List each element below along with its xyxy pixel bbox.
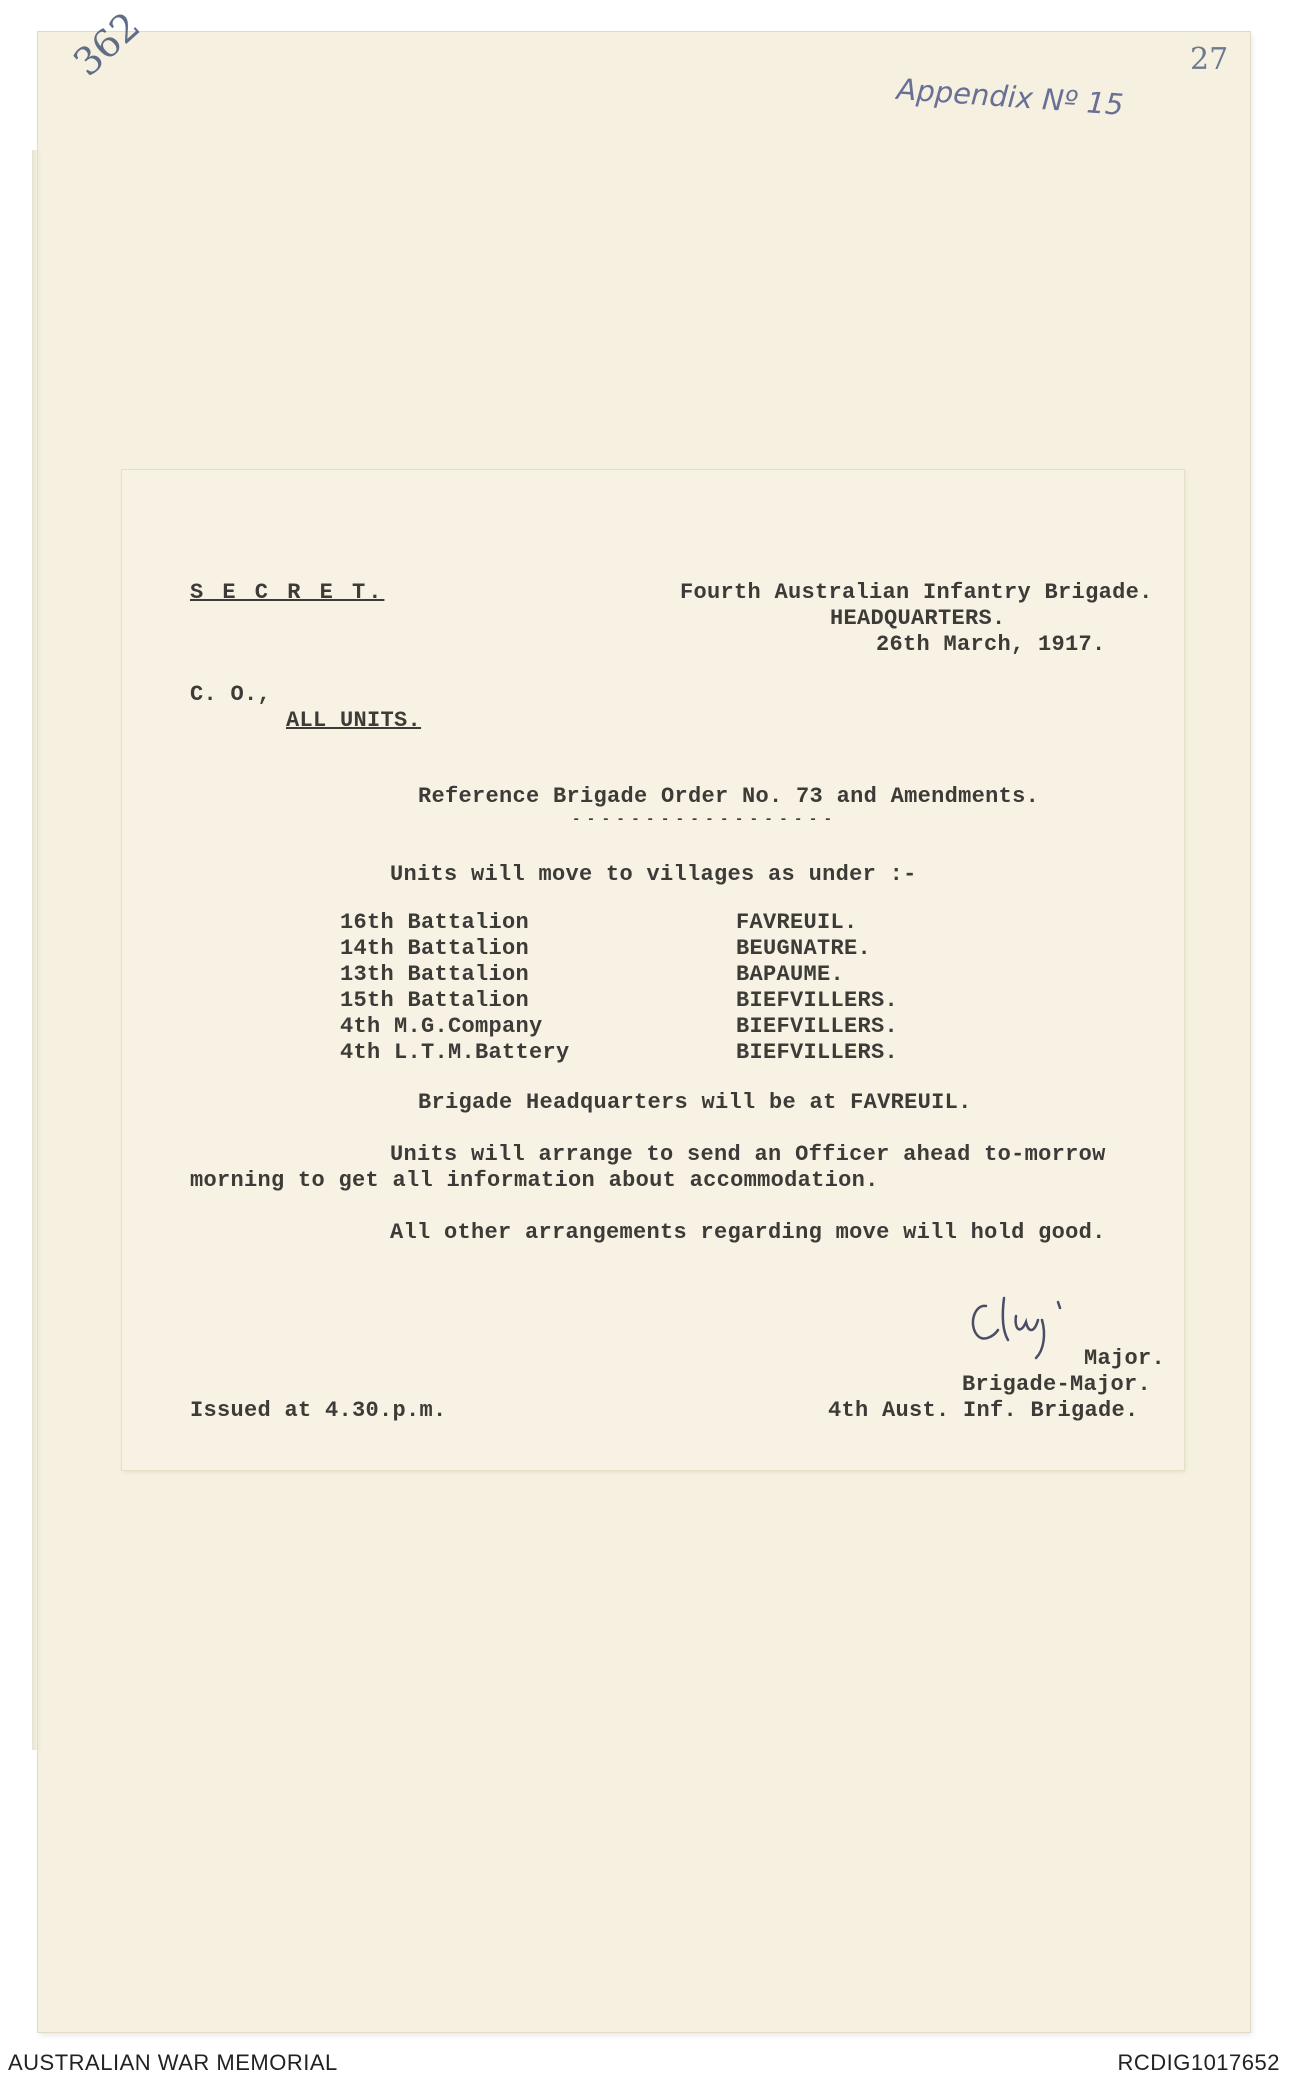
folio-number-left: 362: [65, 3, 149, 85]
hq-location-note: Brigade Headquarters will be at FAVREUIL.: [418, 1090, 972, 1115]
handwritten-signature: [964, 1292, 1104, 1362]
move-unit: 4th L.T.M.Battery: [340, 1040, 570, 1065]
reference-underline: - - - - - - - - - - - - - - - - - -: [572, 812, 832, 828]
move-village: BEUGNATRE.: [736, 936, 872, 961]
reference-line: Reference Brigade Order No. 73 and Amendments.: [418, 784, 1040, 809]
move-unit: 13th Battalion: [340, 962, 530, 987]
classification-heading: S E C R E T.: [190, 580, 385, 605]
signatory-rank: Major.: [1084, 1346, 1166, 1371]
move-village: BIEFVILLERS.: [736, 1014, 899, 1039]
footer-record-id: RCDIG1017652: [1117, 2050, 1280, 2075]
footer-archive-name: AUSTRALIAN WAR MEMORIAL: [8, 2050, 338, 2075]
move-unit: 14th Battalion: [340, 936, 530, 961]
signatory-title: Brigade-Major.: [962, 1372, 1152, 1397]
move-unit: 4th M.G.Company: [340, 1014, 543, 1039]
addressee-units: ALL UNITS.: [286, 708, 422, 733]
move-unit: 16th Battalion: [340, 910, 530, 935]
memo-date: 26th March, 1917.: [876, 632, 1106, 657]
issued-time: Issued at 4.30.p.m.: [190, 1398, 447, 1423]
signatory-unit: 4th Aust. Inf. Brigade.: [828, 1398, 1139, 1423]
officer-note-line1: Units will arrange to send an Officer ahead to-morrow: [390, 1142, 1106, 1167]
moves-intro: Units will move to villages as under :-: [390, 862, 917, 887]
move-village: FAVREUIL.: [736, 910, 858, 935]
folio-number-right: 27: [1190, 42, 1229, 77]
sender-unit: Fourth Australian Infantry Brigade.: [680, 580, 1153, 605]
sender-headquarters: HEADQUARTERS.: [830, 606, 1006, 631]
other-arrangements-note: All other arrangements regarding move will hold good.: [390, 1220, 1106, 1245]
move-village: BAPAUME.: [736, 962, 845, 987]
addressee-line: C. O.,: [190, 682, 272, 707]
move-unit: 15th Battalion: [340, 988, 530, 1013]
officer-note-line2: morning to get all information about accommodation.: [190, 1168, 879, 1193]
move-village: BIEFVILLERS.: [736, 988, 899, 1013]
appendix-annotation: Appendix Nº 15: [895, 72, 1125, 122]
move-village: BIEFVILLERS.: [736, 1040, 899, 1065]
page-edge-shadow: [32, 150, 42, 1750]
